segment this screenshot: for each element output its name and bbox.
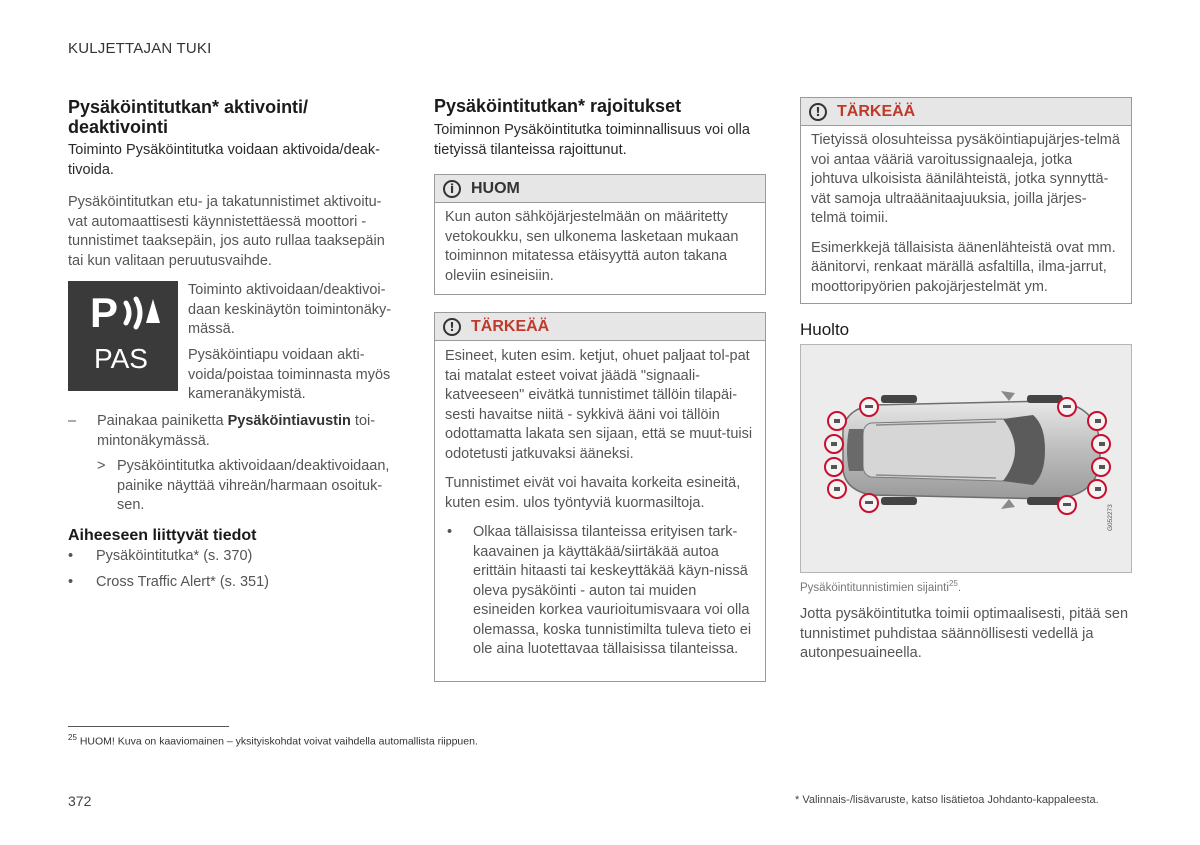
svg-text:P: P: [90, 289, 119, 336]
car-top-view-image: [801, 345, 1131, 572]
page-number: 372: [68, 793, 92, 809]
related-item[interactable]: [68, 573, 398, 593]
important-bullet: [445, 523, 755, 660]
important-bullet-text: Olkaa tällaisissa tilanteissa erityisen tark-kaavainen ja käyttäkää/siirtäkää autoa erittäin hitaasti tai keskeyttäkää käyn-nissä oleva pysäköinti - auton tai muiden esineiden korkea vaurioitumisvaara voi olla olemassa, koska tunnistimilta tuleva tieto ei ole aina luotettavaa tällaisissa tilanteissa.: [473, 524, 752, 657]
maintenance-title: Huolto: [800, 320, 850, 339]
important-paragraph-2: Tunnistimet eivät voi havaita korkeita esineitä, kuten esim. ulos työntyviä kuormasiltoja.: [445, 475, 741, 511]
related-list: [68, 547, 398, 592]
important-box-false-alarms: [800, 97, 1132, 304]
step-button-name: Pysäköintiavustin: [227, 413, 351, 429]
important-box-header: [435, 313, 765, 341]
important-paragraph-1: Esineet, kuten esim. ketjut, ohuet paljaat tol-pat tai matalat esteet voivat jäädä "signaali-katveeseen" eivätkä tunnistimet tällöin tilapäi-sesti havaitse niitä - sykkivä ääni voi tällöin odottamatta lakata sen sijaan, että se muut-tuisi odotetusti jatkuvaksi ääneksi.: [445, 348, 753, 462]
maintenance-text: Jotta pysäköintitutka toimii optimaalisesti, pitää sen tunnistimet puhdistaa säännöllisesti vedellä ja autonpesuaineella.: [800, 606, 1129, 661]
bullet-marker: •: [447, 524, 453, 540]
note-title: HUOM: [471, 179, 520, 197]
instruction-result: [97, 457, 401, 516]
important-title: TÄRKEÄÄ: [837, 102, 916, 120]
limitations-lead: Toiminnon Pysäköintitutka toiminnallisuus voi olla tietyissä tilanteissa rajoittunut.: [434, 122, 750, 158]
step-text-post: toi-mintonäkymässä.: [97, 413, 376, 449]
result-text: Pysäköintitutka aktivoidaan/deaktivoidaan, painike näyttää vihreän/harmaan osoituk-sen.: [117, 458, 390, 513]
caption-text: Pysäköintitunnistimien sijainti: [800, 581, 949, 594]
step-text-pre: Painakaa painiketta: [97, 413, 228, 429]
important-body: [801, 126, 1131, 305]
warning-icon: !: [809, 103, 827, 121]
sensor-location-diagram: [800, 344, 1132, 573]
related-item[interactable]: [68, 547, 398, 567]
footer-note: * Valinnais-/lisävaruste, katso lisätietoa Johdanto-kappaleesta.: [795, 794, 1099, 806]
important-box-limitations: [434, 312, 766, 682]
limitations-title: Pysäköintitutkan* rajoitukset: [434, 96, 682, 116]
activation-paragraph: Pysäköintitutkan etu- ja takatunnistimet aktivoitu-vat automaattisesti käynnistettäessä moottori - tunnistimet taaksepäin, jos auto rullaa taaksepäin tai kun valitaan peruutusvaihde.: [68, 194, 385, 269]
related-link-cross-traffic[interactable]: Cross Traffic Alert* (s. 351): [96, 573, 269, 590]
caption-footnote-ref[interactable]: 25: [948, 579, 958, 588]
note-box: [434, 174, 766, 295]
related-title: Aiheeseen liittyvät tiedot: [68, 527, 257, 544]
image-caption: [800, 579, 961, 594]
info-icon: i: [443, 180, 461, 198]
important-paragraph-2: Esimerkkejä tällaisista äänenlähteistä ovat mm. äänitorvi, renkaat märällä asfaltilla, ilma-jarrut, moottoripyörien pakojärjestelmät ym.: [811, 239, 1116, 295]
caption-end: .: [957, 581, 962, 594]
important-title: TÄRKEÄÄ: [471, 317, 550, 335]
bullet-marker: •: [68, 548, 74, 564]
related-link-parking-radar[interactable]: Pysäköintitutka* (s. 370): [96, 548, 253, 564]
footnote-number: 25: [68, 733, 77, 742]
footnote: [68, 733, 478, 748]
warning-icon: !: [443, 318, 461, 336]
pas-text-2: Pysäköintiapu voidaan akti-voida/poistaa toiminnasta myös kameranäkymistä.: [188, 347, 391, 402]
note-text: Kun auton sähköjärjestelmään on määritetty vetokoukku, sen ulkonema lasketaan mukaan toiminnon mitatessa etäisyyttä auton takana oleviin esineisiin.: [445, 209, 739, 284]
result-marker: >: [97, 458, 106, 474]
pas-text-1: Toiminto aktivoidaan/deaktivoi-daan keskinäytön toimintonäky-mässä.: [188, 282, 392, 337]
bullet-marker: •: [68, 573, 74, 590]
section-header: KULJETTAJAN TUKI: [68, 40, 212, 57]
note-box-header: [435, 175, 765, 203]
important-body: [435, 341, 765, 668]
important-box-header: [801, 98, 1131, 126]
activation-title: Pysäköintitutkan* aktivointi/ deaktivointi: [68, 97, 309, 137]
footnote-rule: [68, 726, 229, 727]
instruction-step: [68, 412, 400, 451]
pas-button-icon: [68, 281, 178, 391]
step-marker: –: [68, 413, 77, 429]
footnote-text: HUOM! Kuva on kaaviomainen – yksityiskohdat voivat vaihdella automallista riippuen.: [79, 735, 478, 748]
important-paragraph-1: Tietyissä olosuhteissa pysäköintiapujärjes-telmä voi antaa vääriä varoitussignaaleja, jotka johtuva ulkoisista äänilähteistä, jotka synnyttä-vät samoja ultraäänitaajuuksia, joilla järjes-telmä toimii.: [811, 132, 1120, 226]
activation-lead: Toiminto Pysäköintitutka voidaan aktivoida/deak-tivoida.: [68, 142, 380, 178]
image-code: G052273: [1107, 504, 1114, 531]
pas-label: PAS: [94, 343, 148, 374]
